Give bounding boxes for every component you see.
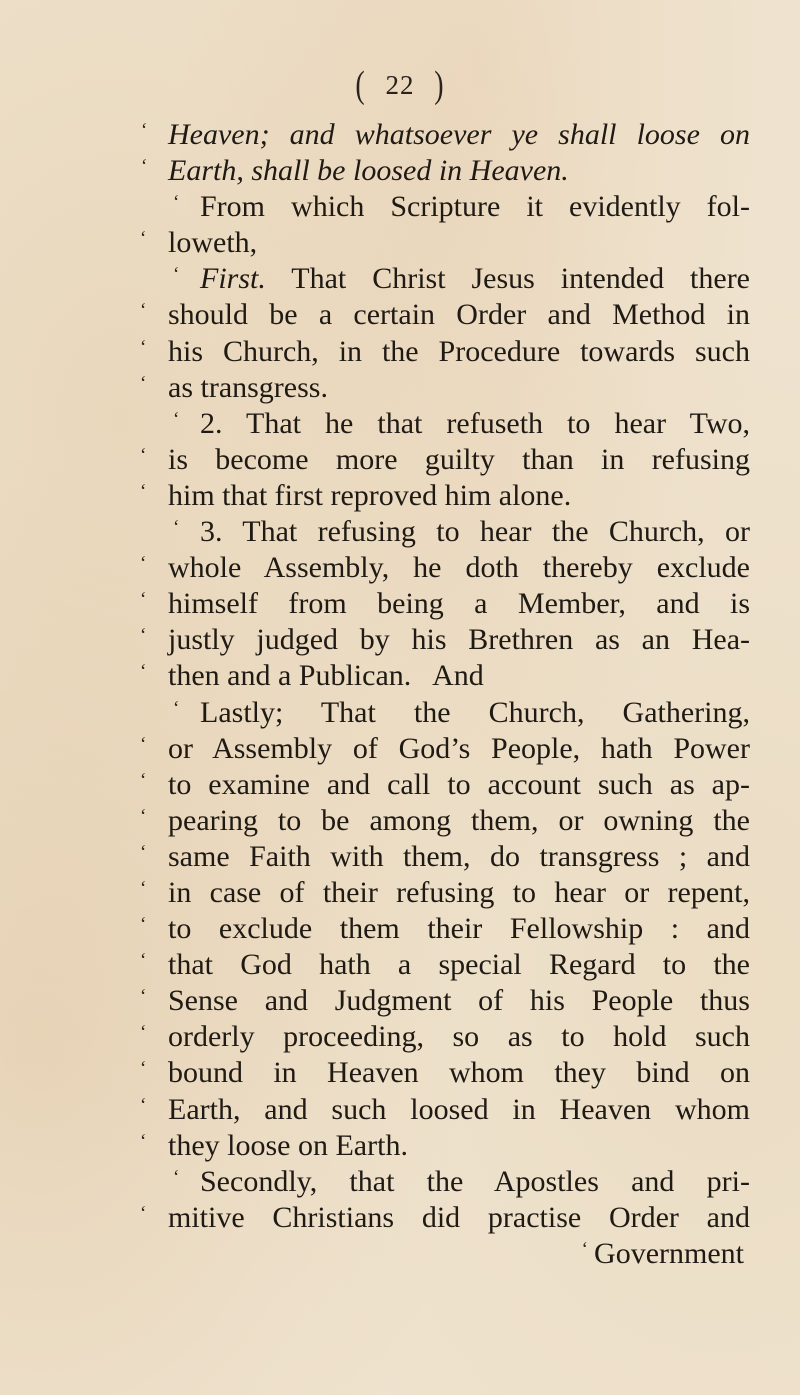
quote-mark: ‘ — [140, 444, 147, 466]
page-number-header — [0, 64, 800, 107]
line-text: or Assembly of God’s People, hath Power — [168, 731, 750, 765]
line-text: loweth, — [168, 226, 258, 260]
text-line — [140, 983, 750, 1019]
quote-mark: ‘ — [140, 1058, 147, 1080]
quote-mark: ‘ — [173, 697, 180, 719]
quote-mark: ‘ — [140, 805, 147, 827]
text-line — [140, 947, 750, 983]
text-line — [140, 658, 750, 694]
body-text — [140, 117, 750, 1272]
line-text: is become more guilty than in refusing — [168, 442, 750, 476]
quote-mark: ‘ — [140, 841, 147, 863]
line-text: 2. That he that refuseth to hear Two, — [200, 406, 750, 440]
quote-mark: ‘ — [140, 733, 147, 755]
line-text: Heaven; and whatsoever ye shall loose on — [168, 118, 750, 151]
line-text: From which Scripture it evidently fol- — [200, 190, 750, 224]
quote-mark: ‘ — [140, 120, 147, 141]
text-line — [140, 839, 750, 875]
quote-mark: ‘ — [173, 517, 180, 539]
quote-mark: ‘ — [173, 192, 180, 214]
line-text: Earth, and such loosed in Heaven whom — [168, 1092, 750, 1126]
quote-mark: ‘ — [140, 950, 147, 972]
text-line — [140, 586, 750, 622]
line-text: same Faith with them, do transgress ; and — [168, 839, 750, 873]
line-text: to examine and call to account such as ap- — [168, 767, 750, 801]
text-line — [140, 1128, 750, 1164]
quote-mark: ‘ — [140, 769, 147, 791]
quote-mark: ‘ — [140, 1022, 147, 1044]
page-number: 22 — [385, 70, 415, 100]
text-line — [140, 117, 750, 153]
line-text: to exclude them their Fellowship : and — [168, 912, 750, 946]
catchword-line — [140, 1236, 750, 1272]
quote-mark: ‘ — [140, 553, 147, 575]
quote-mark: ‘ — [140, 336, 147, 358]
quote-mark: ‘ — [140, 661, 147, 683]
quote-mark: ‘ — [140, 986, 147, 1008]
text-line — [140, 1092, 750, 1128]
line-text: orderly proceeding, so as to hold such — [168, 1020, 750, 1054]
text-line — [140, 550, 750, 586]
text-line — [140, 731, 750, 767]
text-line — [140, 1164, 750, 1200]
text-line — [140, 803, 750, 839]
line-text: That Christ Jesus intended there — [291, 262, 750, 296]
quote-mark: ‘ — [140, 1202, 147, 1224]
catchword: Government — [594, 1236, 744, 1270]
quote-mark: ‘ — [140, 1094, 147, 1116]
text-line — [140, 875, 750, 911]
text-line — [140, 695, 750, 731]
text-line — [140, 514, 750, 550]
quote-mark: ‘ — [140, 625, 147, 647]
line-text: they loose on Earth. — [168, 1128, 408, 1162]
line-text: pearing to be among them, or owning the — [168, 803, 750, 837]
open-paren: ( — [355, 64, 366, 107]
line-text: mitive Christians did practise Order and — [168, 1200, 750, 1234]
line-text: should be a certain Order and Method in — [168, 298, 750, 332]
quote-mark: ‘ — [140, 877, 147, 899]
text-line — [140, 334, 750, 370]
text-line — [140, 153, 750, 189]
line-text: himself from being a Member, and is — [168, 587, 750, 621]
line-text: as transgress. — [168, 370, 328, 404]
quote-mark: ‘ — [140, 589, 147, 611]
quote-mark: ‘ — [140, 300, 147, 322]
section-heading-first: First. — [200, 262, 266, 296]
text-line — [140, 406, 750, 442]
line-text: justly judged by his Brethren as an Hea- — [168, 623, 750, 657]
line-text: Lastly; That the Church, Gathering, — [200, 695, 750, 729]
line-text: whole Assembly, he doth thereby exclude — [168, 551, 750, 585]
line-text: Secondly, that the Apostles and pri- — [200, 1164, 750, 1198]
quote-mark: ‘ — [173, 264, 180, 286]
quote-mark: ‘ — [140, 228, 147, 250]
quote-mark: ‘ — [140, 1130, 147, 1152]
quote-mark: ‘ — [140, 914, 147, 936]
text-line — [140, 911, 750, 947]
text-line — [140, 767, 750, 803]
line-text: 3. That refusing to hear the Church, or — [200, 515, 750, 549]
text-line — [140, 1019, 750, 1055]
line-text: his Church, in the Procedure towards such — [168, 334, 750, 368]
text-line — [140, 622, 750, 658]
text-line — [140, 1200, 750, 1236]
quote-mark: ‘ — [173, 1166, 180, 1188]
quote-mark: ‘ — [140, 372, 147, 394]
text-line — [140, 189, 750, 225]
text-line — [140, 225, 750, 261]
quote-mark: ‘ — [140, 156, 147, 178]
text-line — [140, 261, 750, 297]
close-paren: ) — [434, 64, 445, 107]
line-text: Sense and Judgment of his People thus — [168, 984, 750, 1018]
line-text: Earth, shall be loosed in Heaven. — [168, 154, 569, 188]
line-text: that God hath a special Regard to the — [168, 948, 750, 982]
quote-mark: ‘ — [173, 408, 180, 430]
quote-mark: ‘ — [581, 1238, 588, 1260]
line-text: him that first reproved him alone. — [168, 478, 572, 512]
text-line — [140, 478, 750, 514]
text-line — [140, 297, 750, 333]
line-text: in case of their refusing to hear or repent, — [168, 875, 750, 909]
quote-mark: ‘ — [140, 480, 147, 502]
line-text: then and a Publican. And — [168, 659, 484, 693]
text-line — [140, 442, 750, 478]
text-line — [140, 370, 750, 406]
text-line — [140, 1055, 750, 1091]
line-text: bound in Heaven whom they bind on — [168, 1056, 750, 1090]
line-text-mixed — [200, 261, 750, 297]
